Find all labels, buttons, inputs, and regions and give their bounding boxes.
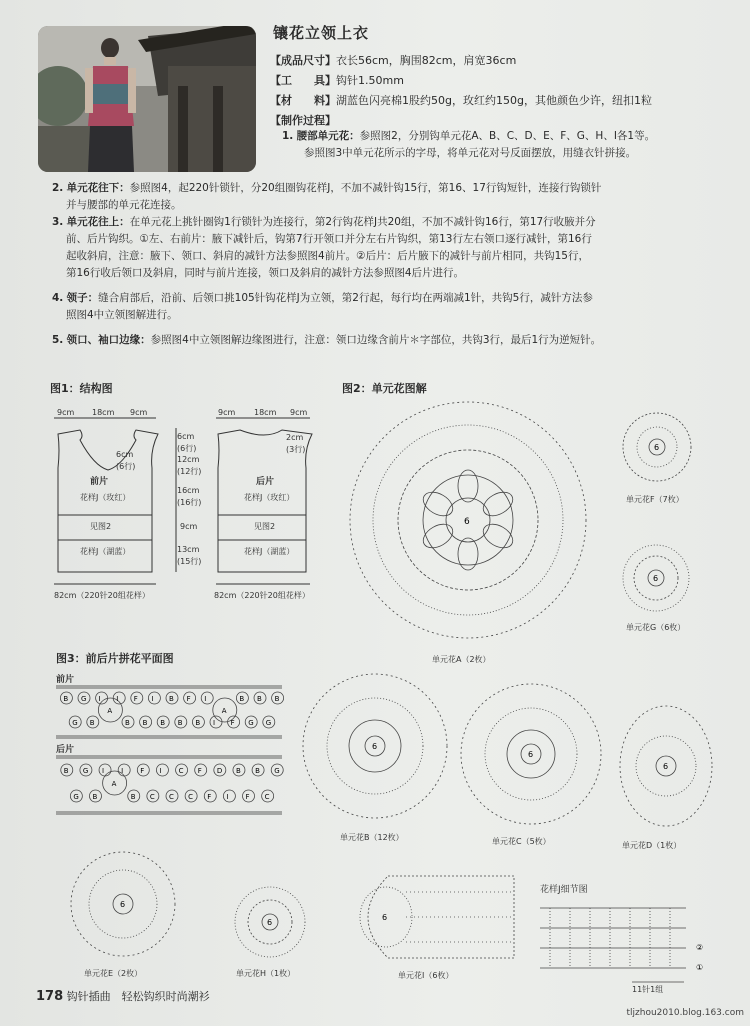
layout-motif-letter: B <box>195 719 201 727</box>
page-footer <box>36 988 210 1004</box>
motif-A-center: 6 <box>464 517 470 527</box>
fig1-front-row: 见图2 <box>90 522 112 531</box>
step-number: 4. <box>52 292 64 304</box>
spec-process <box>270 112 336 128</box>
motif-D-caption: 单元花D（1枚） <box>622 841 682 850</box>
fig1-back-bottom: 82cm（220针20组花样） <box>214 591 310 600</box>
motif-B-center: 6 <box>372 742 378 751</box>
fig1-label: 图1：结构图 <box>50 382 113 395</box>
motif-B-caption: 单元花B（12枚） <box>340 833 404 842</box>
step-number: 2. <box>52 182 64 194</box>
fig1-side-dim: (15行) <box>177 557 202 566</box>
fig1-back-name: 后片 <box>256 477 275 487</box>
fig1-side-dim: 9cm <box>180 522 198 531</box>
layout-motif-letter: G <box>82 767 89 775</box>
motif-E-center: 6 <box>120 900 126 909</box>
pattern-J-mark-2: ② <box>696 943 704 952</box>
layout-motif-letter: F <box>207 793 212 801</box>
step-line: 并与腰部的单元花连接。 <box>66 199 182 211</box>
motif-C-center: 6 <box>528 750 534 759</box>
layout-motif-letter: I <box>226 793 229 801</box>
layout-motif-letter: C <box>188 793 194 801</box>
step-head: 腰部单元花： <box>296 130 360 142</box>
fig1-side-dim: 6cm <box>177 432 195 441</box>
fig1-side-dim: (6行) <box>177 444 197 453</box>
fig1-front-row: 花样J（玫红） <box>80 493 131 502</box>
layout-motif-letter: G <box>72 719 78 727</box>
motif-H-center: 6 <box>267 918 273 927</box>
step-4 <box>52 290 593 324</box>
layout-motif-letter: B <box>257 695 262 703</box>
layout-motif-letter: B <box>239 695 245 703</box>
step-line: 参照图4中立领图解边缘图进行，注意：领口边缘含前片＊字部位，共钩3行，最后1行为逆短针。 <box>150 334 602 346</box>
pattern-J-label: 花样J细节图 <box>540 885 588 895</box>
layout-motif-letter: I <box>151 695 154 703</box>
spec-tool <box>270 72 404 88</box>
layout-motif-letter: B <box>169 695 174 703</box>
layout-motif-letter: C <box>264 793 270 801</box>
pattern-J-bottom: 11针1组 <box>632 985 664 994</box>
layout-motif-letter: C <box>169 793 174 801</box>
step-line: 前、后片钩织。①左、右前片：腋下减针后，钩第7行开领口并分左右片钩织，第13行左右领口逐行减针，第16行 <box>66 233 592 245</box>
layout-motif-letter: I <box>213 719 216 727</box>
spec-value: 衣长56cm，胸围82cm，肩宽36cm <box>336 54 517 67</box>
motif-C-diagram <box>458 680 604 828</box>
spec-material <box>270 92 652 108</box>
layout-motif-letter: F <box>197 767 202 775</box>
fig1-side-dim: 12cm <box>177 455 200 464</box>
step-line: 参照图3中单元花所示的字母，将单元花对号反面摆放，用缝衣针拼接。 <box>304 147 637 159</box>
spec-label: 【材 料】 <box>270 94 336 107</box>
layout-motif-shape <box>118 764 130 776</box>
layout-motif-letter: F <box>186 695 191 703</box>
layout-motif-letter: F <box>230 719 235 727</box>
step-2 <box>52 180 601 214</box>
layout-motif-letter: B <box>160 719 166 727</box>
motif-E-diagram <box>62 848 184 960</box>
fig3-front-label: 前片 <box>56 675 75 685</box>
back-motif-row <box>61 764 283 802</box>
front-motif-row <box>60 692 283 728</box>
motif-H-caption: 单元花H（1枚） <box>236 969 296 978</box>
layout-motif-letter: G <box>81 695 87 703</box>
layout-motif-letter: B <box>89 719 95 727</box>
layout-motif-letter: G <box>274 767 280 775</box>
fig2-label: 图2：单元花图解 <box>342 382 427 395</box>
pattern-J-diagram <box>536 900 716 992</box>
step-line: 参照图4，起220针锁针，分20组圈钩花样J，不加不减针钩15行，第16、17行钩短针，连接行钩锁针 <box>129 182 602 194</box>
fig1-front-dim-1: 9cm <box>57 408 75 417</box>
layout-motif-letter: A <box>221 707 227 715</box>
layout-motif-letter: I <box>204 695 207 703</box>
layout-motif-shape <box>148 692 160 704</box>
step-head: 单元花往下： <box>66 182 130 194</box>
step-5 <box>52 332 601 349</box>
step-line: 第16行收后领口及斜肩，同时与前片连接，领口及斜肩的减针方法参照图4后片进行。 <box>66 267 465 279</box>
layout-motif-letter: G <box>73 793 79 801</box>
motif-D-diagram <box>616 702 716 830</box>
spec-label: 【成品尺寸】 <box>270 54 336 67</box>
layout-motif-shape <box>99 764 111 776</box>
motif-I-diagram <box>346 872 518 962</box>
layout-diagram <box>56 684 284 820</box>
motif-H-diagram <box>232 884 308 960</box>
layout-motif-letter: A <box>107 707 113 715</box>
fig1-front-dim-2: 18cm <box>92 408 115 417</box>
motif-I-center: 6 <box>382 913 388 922</box>
fig1-front-dim-3: 9cm <box>130 408 148 417</box>
step-line: 照图4中立领图解进行。 <box>66 309 178 321</box>
layout-motif-letter: A <box>111 780 117 788</box>
step-line: 参照图2，分别钩单元花A、B、C、D、E、F、G、H、I各1等。 <box>359 130 656 142</box>
layout-motif-letter: B <box>130 793 136 801</box>
motif-G-diagram <box>620 542 692 614</box>
spec-value: 钩针1.50mm <box>336 74 404 87</box>
motif-G-caption: 单元花G（6枚） <box>626 623 686 632</box>
fig1-side-dim: (12行) <box>177 467 202 476</box>
book-title: 钩针插曲 轻松钩织时尚潮衫 <box>66 990 210 1003</box>
spec-label: 【工 具】 <box>270 74 336 87</box>
fig1-back-dim-3: 9cm <box>290 408 308 417</box>
fig1-front-neck-rows: (6行) <box>116 462 136 471</box>
step-line: 在单元花上挑针圈钩1行锁针为连接行，第2行钩花样J共20组，不加不减针钩16行，第17行收腋并分 <box>129 216 596 228</box>
fig3-label: 图3：前后片拼花平面图 <box>56 652 174 665</box>
layout-motif-shape <box>201 692 213 704</box>
layout-motif-letter: I <box>116 695 119 703</box>
step-line: 缝合肩部后，沿前、后领口挑105针钩花样J为立领，第2行起，每行均在两端减1针，共钩5行，减针方法参 <box>98 292 593 304</box>
fig1-front-row: 花样J（湖蓝） <box>80 547 131 556</box>
layout-motif-letter: F <box>133 695 138 703</box>
layout-motif-letter: B <box>235 767 241 775</box>
motif-C-caption: 单元花C（5枚） <box>492 837 551 846</box>
motif-F-caption: 单元花F（7枚） <box>626 495 684 504</box>
layout-motif-letter: B <box>63 695 69 703</box>
step-3 <box>52 214 596 282</box>
step-number: 3. <box>52 216 64 228</box>
motif-D-center: 6 <box>663 762 669 771</box>
layout-motif-letter: B <box>92 793 98 801</box>
motif-F-center: 6 <box>654 443 660 452</box>
fig1-back-row: 见图2 <box>254 522 276 531</box>
spec-label: 【制作过程】 <box>270 114 336 127</box>
layout-motif-letter: B <box>255 767 260 775</box>
fig1-front-name: 前片 <box>90 477 109 487</box>
model-photo <box>38 26 256 172</box>
layout-motif-letter: I <box>98 695 101 703</box>
motif-A-diagram <box>340 396 600 646</box>
layout-motif-letter: F <box>140 767 145 775</box>
fig1-front-bottom: 82cm（220针20组花样） <box>54 591 150 600</box>
motif-G-center: 6 <box>653 574 659 583</box>
watermark: tljzhou2010.blog.163.com <box>626 1008 744 1018</box>
layout-motif-letter: I <box>102 767 105 775</box>
fig1-back-row: 花样J（湖蓝） <box>244 547 295 556</box>
fig1-back-dim-2: 18cm <box>254 408 277 417</box>
spec-size <box>270 52 516 68</box>
step-line: 起收斜肩，注意：腋下、领口、斜肩的减针方法参照图4前片。②后片：后片腋下的减针与前片相同，共钩15行， <box>66 250 589 262</box>
layout-motif-letter: D <box>216 767 223 775</box>
fig1-back-neck: 2cm <box>286 433 304 442</box>
fig1-back-neck-rows: (3行) <box>286 445 306 454</box>
pattern-J-mark-1: ① <box>696 963 704 972</box>
layout-motif-letter: B <box>177 719 183 727</box>
layout-motif-letter: B <box>274 695 280 703</box>
fig1-side-dim: 16cm <box>177 486 200 495</box>
layout-motif-letter: I <box>121 767 124 775</box>
layout-motif-shape <box>156 764 168 776</box>
motif-B-diagram <box>300 668 450 824</box>
fig3-back-label: 后片 <box>56 745 75 755</box>
layout-motif-shape <box>223 790 235 802</box>
layout-motif-letter: F <box>245 793 250 801</box>
layout-motif-letter: B <box>63 767 69 775</box>
layout-motif-letter: G <box>248 719 254 727</box>
fig1-back-dim-1: 9cm <box>218 408 236 417</box>
spec-value: 湖蓝色闪亮棉1股约50g，玫红约150g，其他颜色少许，纽扣1粒 <box>336 94 652 107</box>
fig1-side-dim: (16行) <box>177 498 202 507</box>
page-number: 178 <box>36 989 64 1004</box>
step-head: 领口、袖口边缘： <box>66 334 151 346</box>
step-number: 5. <box>52 334 64 346</box>
motif-F-diagram <box>620 410 694 484</box>
article-title: 镶花立领上衣 <box>273 24 370 42</box>
fig1-front-neck: 6cm <box>116 450 134 459</box>
step-number: 1. <box>282 130 294 142</box>
fig1-side-dim: 13cm <box>177 545 200 554</box>
motif-A-caption: 单元花A（2枚） <box>432 655 491 664</box>
layout-motif-letter: C <box>178 767 184 775</box>
step-1 <box>282 128 655 162</box>
layout-motif-letter: I <box>159 767 162 775</box>
layout-motif-letter: G <box>265 719 272 727</box>
layout-motif-letter: B <box>125 719 130 727</box>
step-head: 单元花往上： <box>66 216 130 228</box>
motif-E-caption: 单元花E（2枚） <box>84 969 143 978</box>
layout-motif-letter: B <box>142 719 148 727</box>
layout-motif-letter: C <box>149 793 155 801</box>
fig1-back-row: 花样J（玫红） <box>244 493 295 502</box>
step-head: 领子： <box>66 292 99 304</box>
motif-I-caption: 单元花I（6枚） <box>398 971 454 980</box>
